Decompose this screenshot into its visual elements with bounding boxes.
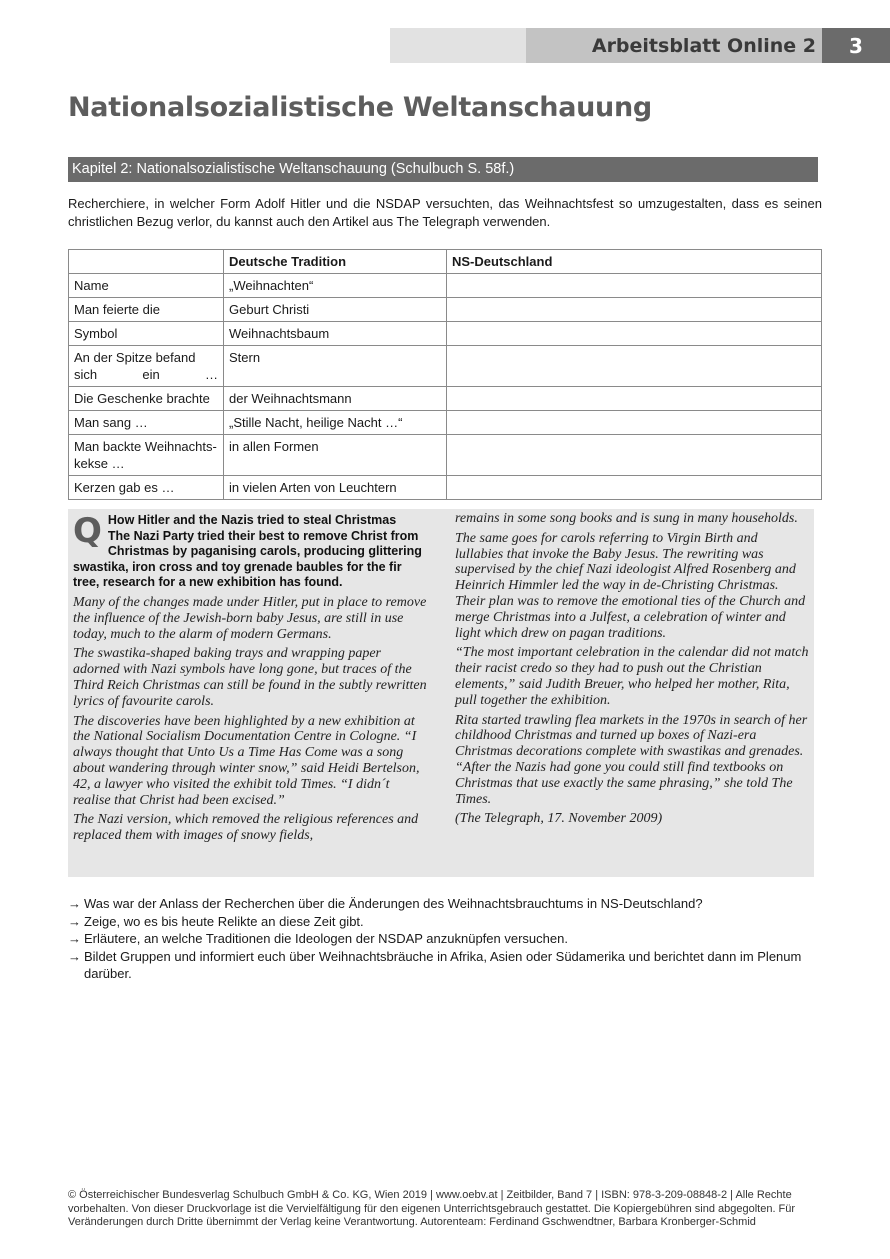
row-ns-answer <box>447 476 822 500</box>
table-header-empty <box>69 250 224 274</box>
table-row <box>69 322 822 346</box>
article-box <box>68 509 814 877</box>
article-paragraph: The discoveries have been highlighted by a new exhibition at the National Socialism Documentation Centre in Cologne. “I always thought that Unto Us a Time Has Come was a song about wandering through winter snow,” said Heidi Bertelson, 42, a lawyer who visited the exhibit told Times. “I didn´t realise that Christ had been excised.” <box>73 713 420 808</box>
arrow-icon: → <box>68 931 81 947</box>
row-label: Man sang … <box>69 411 224 435</box>
table-row <box>69 346 822 387</box>
intro-text: Recherchiere, in welcher Form Adolf Hitler und die NSDAP versuchten, das Weihnachtsfest so umzugestalten, dass es seinen christlichen Bezug verlor, du kannst auch den Artikel aus The Telegraph verwenden. <box>68 196 822 229</box>
arrow-icon: → <box>68 948 81 964</box>
worksheet-title: Arbeitsblatt Online 2 <box>591 35 816 57</box>
row-tradition: „Weihnachten“ <box>224 274 447 298</box>
row-tradition: Geburt Christi <box>224 298 447 322</box>
task-list <box>68 895 828 983</box>
row-ns-answer <box>447 387 822 411</box>
article-paragraph: The swastika-shaped baking trays and wrapping paper adorned with Nazi symbols have long gone, but traces of the Third Reich Christmas can still be found in the subtly rewritten lyrics of favourite carols. <box>73 646 427 709</box>
row-tradition: in allen Formen <box>224 435 447 476</box>
header-bar-light <box>390 28 526 63</box>
table-row <box>69 387 822 411</box>
page-title: Nationalsozialistische Weltanschauung <box>68 92 652 123</box>
article-paragraph: The Nazi version, which removed the religious references and replaced them with images of snowy fields, <box>73 812 419 844</box>
chapter-banner: Kapitel 2: Nationalsozialistische Weltanschauung (Schulbuch S. 58f.) <box>68 157 818 182</box>
row-ns-answer <box>447 298 822 322</box>
table-row <box>69 298 822 322</box>
table-header-row <box>69 250 822 274</box>
row-tradition: Stern <box>224 346 447 387</box>
row-tradition: der Weihnachtsmann <box>224 387 447 411</box>
row-label: An der Spitze befand sich ein … <box>69 346 224 387</box>
table-row <box>69 274 822 298</box>
article-lead: The Nazi Party tried their best to remove Christ from Christmas by paganising carols, producing glittering swastika, iron cross and toy grenade baubles for the fir tree, research for a new exhibition has found. <box>73 528 422 590</box>
row-ns-answer <box>447 346 822 387</box>
row-label: Name <box>69 274 224 298</box>
article-column-right <box>455 511 809 831</box>
row-ns-answer <box>447 411 822 435</box>
article-paragraph: The same goes for carols referring to Virgin Birth and lullabies that invoke the Baby Jesus. The rewriting was supervised by the chief Nazi ideologist Alfred Rosenberg and Heinrich Himmler led the way in de-Christing Christmas. Their plan was to remove the emotional ties of the Church and merge Christmas into a Julfest, a celebration of winter and light which drew on pagan traditions. <box>455 530 806 641</box>
arrow-icon: → <box>68 913 81 929</box>
article-paragraph: Rita started trawling flea markets in the 1970s in search of her childhood Christmas and turned up boxes of Nazi-era Christmas decorations complete with swastikas and grenades. “After the Nazis had gone you could still find textbooks on Christmas that use exactly the same phrasing,” she told The Times. <box>455 712 808 807</box>
table-row <box>69 411 822 435</box>
row-label: Man backte Weihnachts-kekse … <box>69 435 224 476</box>
task-text: Zeige, wo es bis heute Relikte an diese Zeit gibt. <box>84 913 364 929</box>
task-text: Was war der Anlass der Recherchen über die Änderungen des Weihnachtsbrauchtums in NS-Deutschland? <box>84 896 703 911</box>
comparison-table <box>68 249 822 500</box>
copyright-footer: © Österreichischer Bundesverlag Schulbuch GmbH & Co. KG, Wien 2019 | www.oebv.at | Zeitbilder, Band 7 | ISBN: 978-3-209-08848-2 | Alle Rechte vorbehalten. Von dieser Druckvorlage ist die Vervielfältigung für den eigenen Unterrichtsgebrauch gestattet. Die Kopiergebühren sind abgegolten. Für Veränderungen durch Dritte übernimmt der Verlag keine Verantwortung. Autorenteam: Ferdinand Gschwendtner, Barbara Kronberger-Schmid <box>68 1189 796 1229</box>
table-header-tradition: Deutsche Tradition <box>224 250 447 274</box>
row-ns-answer <box>447 435 822 476</box>
table-header-ns: NS-Deutschland <box>447 250 822 274</box>
row-tradition: „Stille Nacht, heilige Nacht …“ <box>224 411 447 435</box>
table-row <box>69 476 822 500</box>
task-text: Bildet Gruppen und informiert euch über Weihnachtsbräuche in Afrika, Asien oder Südamerika und berichtet dann im Plenum darüber. <box>84 948 802 982</box>
task-item <box>68 930 828 948</box>
task-item <box>68 895 828 913</box>
task-item <box>68 948 828 983</box>
article-paragraph: “The most important celebration in the calendar did not match their racist credo so they had to push out the Christian elements,” said Judith Breuer, who helped her mother, Rita, pull together the exhibition. <box>455 645 809 708</box>
article-paragraph: Many of the changes made under Hitler, put in place to remove the influence of the Jewish-born baby Jesus, are still in use today, much to the alarm of modern Germans. <box>73 594 427 642</box>
table-row <box>69 435 822 476</box>
row-ns-answer <box>447 322 822 346</box>
row-label: Man feierte die <box>69 298 224 322</box>
article-column-left <box>73 513 427 848</box>
source-letter-q: Q <box>73 511 102 551</box>
row-label: Kerzen gab es … <box>69 476 224 500</box>
task-item <box>68 913 828 931</box>
row-tradition: Weihnachtsbaum <box>224 322 447 346</box>
page-number: 3 <box>822 28 890 63</box>
article-source: (The Telegraph, 17. November 2009) <box>455 811 663 827</box>
article-headline: How Hitler and the Nazis tried to steal Christmas <box>107 513 397 527</box>
row-tradition: in vielen Arten von Leuchtern <box>224 476 447 500</box>
row-label: Die Geschenke brachte <box>69 387 224 411</box>
article-paragraph: remains in some song books and is sung in many households. <box>455 511 798 526</box>
task-text: Erläutere, an welche Traditionen die Ideologen der NSDAP anzuknüpfen versuchen. <box>84 931 568 947</box>
row-ns-answer <box>447 274 822 298</box>
arrow-icon: → <box>68 896 81 911</box>
row-label: Symbol <box>69 322 224 346</box>
